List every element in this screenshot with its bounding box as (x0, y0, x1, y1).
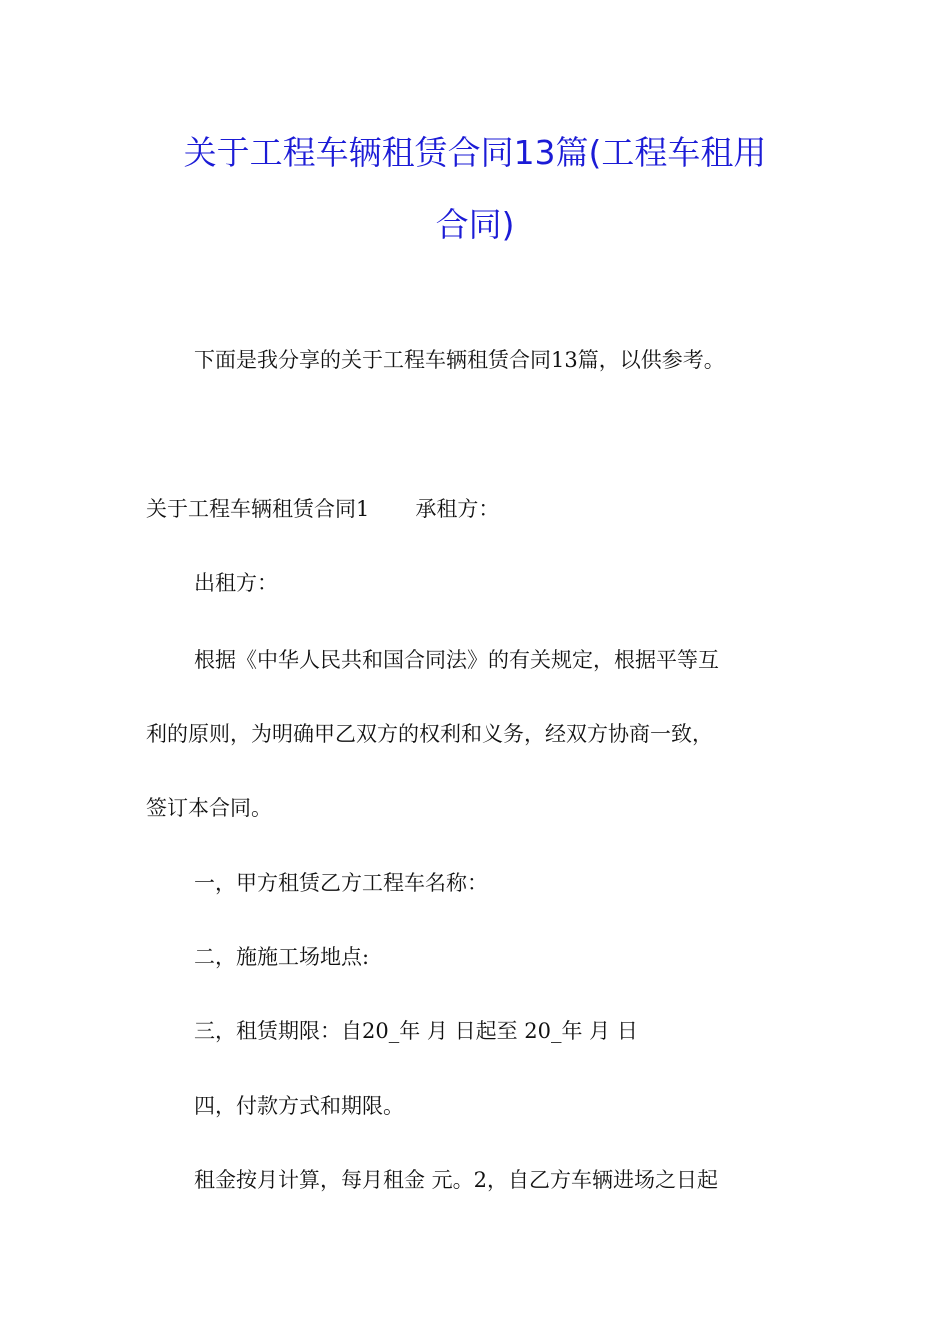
intro-paragraph: 下面是我分享的关于工程车辆租赁合同13篇，以供参考。 (194, 348, 725, 372)
document-title-line-2: 合同) (435, 205, 515, 244)
section-heading: 关于工程车辆租赁合同1 (146, 497, 370, 521)
clause-item-2: 二，施施工场地点: (194, 945, 370, 969)
section-heading-row (146, 494, 499, 524)
lessor-label: 出租方： (194, 571, 278, 595)
clause-item-4: 四，付款方式和期限。 (194, 1094, 404, 1118)
document-title-line-1: 关于工程车辆租赁合同13篇(工程车租用 (183, 133, 767, 172)
clause-item-3: 三，租赁期限：自20_年 月 日起至 20_年 月 日 (194, 1019, 638, 1043)
paragraph-1-line-3: 签订本合同。 (146, 796, 272, 820)
paragraph-1-line-2: 利的原则，为明确甲乙双方的权利和义务，经双方协商一致， (146, 722, 713, 746)
paragraph-2-line-1: 租金按月计算，每月租金 元。2，自乙方车辆进场之日起 (194, 1168, 719, 1192)
paragraph-1-line-1: 根据《中华人民共和国合同法》的有关规定，根据平等互 (194, 648, 719, 672)
lessee-label: 承租方： (415, 497, 500, 521)
clause-item-1: 一，甲方租赁乙方工程车名称： (194, 871, 488, 895)
